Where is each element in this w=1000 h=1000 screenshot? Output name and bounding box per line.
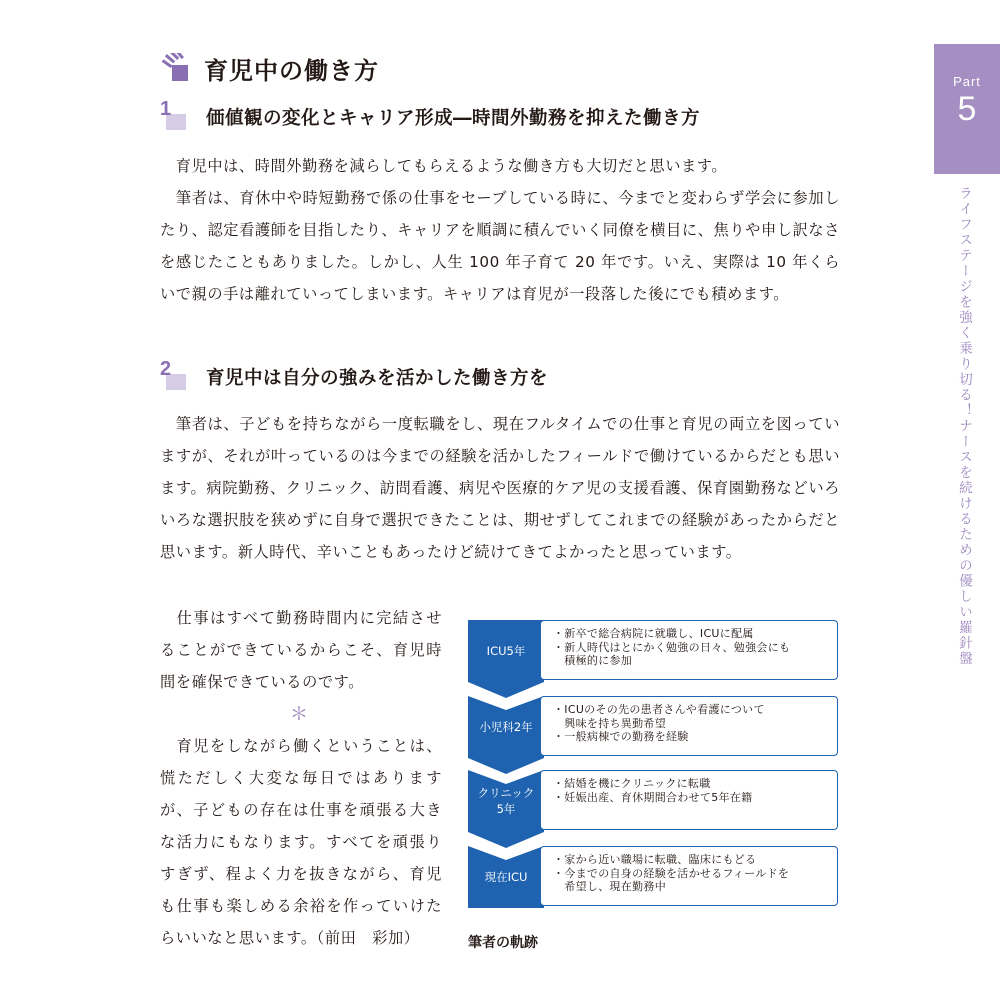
section1-title: 価値観の変化とキャリア形成―時間外勤務を抑えた働き方 <box>206 108 701 129</box>
timeline-line: ・結婚を機にクリニックに転職 <box>553 777 711 790</box>
timeline-period-line: 現在ICU <box>484 870 528 884</box>
timeline-description <box>540 696 838 756</box>
section1-heading <box>160 98 701 130</box>
timeline-line: ・妊娠出産、育休期間合わせて5年在籍 <box>553 790 753 804</box>
timeline-line: 積極的に参加 <box>553 654 633 667</box>
timeline-description <box>540 846 838 906</box>
side-title: ライフステージを強く乗り切る！ナースを続けるための優しい羅針盤 <box>956 186 972 667</box>
timeline-item <box>468 846 840 908</box>
timeline-line: ・今までの自身の経験を活かせるフィールドを <box>553 866 790 880</box>
page-title: 育児中の働き方 <box>204 56 379 85</box>
timeline-period-line: ICU5年 <box>486 644 526 658</box>
career-timeline <box>468 620 840 910</box>
section-number-badge <box>160 98 190 130</box>
section-number: 2 <box>160 358 172 380</box>
section1-body <box>160 150 840 310</box>
narrow-paragraph-1 <box>160 602 442 698</box>
section2-title: 育児中は自分の強みを活かした働き方を <box>206 368 549 389</box>
timeline-line: ・ICUのその先の患者さんや看護について <box>553 703 765 716</box>
timeline-line: 希望し、現在勤務中 <box>553 880 666 893</box>
timeline-item <box>468 620 840 682</box>
timeline-item <box>468 770 840 832</box>
timeline-line: ・家から近い職場に転職、臨床にもどる <box>553 853 757 866</box>
part-label: Part <box>953 74 981 89</box>
part-number: 5 <box>957 90 977 128</box>
timeline-line: ・新卒で総合病院に就職し、ICUに配属 <box>553 627 754 640</box>
paragraph: 仕事はすべて勤務時間内に完結させることができているからこそ、育児時間を確保できているのです。 <box>160 609 442 691</box>
section-number-badge <box>160 358 190 390</box>
timeline-period-line: 5年 <box>496 802 516 816</box>
timeline-description <box>540 620 838 680</box>
timeline-line: ・新人時代はとにかく勉強の日々、勉強会にも <box>553 640 791 654</box>
timeline-line: 興味を持ち異動希望 <box>553 716 666 730</box>
timeline-period <box>468 770 544 832</box>
paragraph: 筆者は、子どもを持ちながら一度転職をし、現在フルタイムでの仕事と育児の両立を図っていますが、それが叶っているのは今までの経験を活かしたフィールドで働けているからだとも思います。病院勤務、クリニック、訪問看護、病児や医療的ケア児の支援看護、保育園勤務などいろいろな選択肢を狭めずに自身で選択できたことは、期せずしてこれまでの経験があったからだと思います。新人時代、辛いこともあったけど続けてきてよかったと思っています。 <box>160 415 840 561</box>
hand-icon <box>160 53 190 83</box>
section2-heading <box>160 358 549 390</box>
timeline-period-line: 小児科2年 <box>479 720 533 734</box>
asterisk-divider: ＊ <box>290 704 308 725</box>
main-heading <box>160 50 379 86</box>
paragraph: 育児をしながら働くということは、慌ただしく大変な毎日ではありますが、子どもの存在は仕事を頑張る大きな活力にもなります。すべてを頑張りすぎず、程よく力を抜きながら、育児も仕事も楽しめる余裕を作っていけたらいいなと思います。（前田 彩加） <box>160 737 442 947</box>
narrow-paragraph-2 <box>160 730 442 954</box>
timeline-period <box>468 846 544 908</box>
timeline-line: ・一般病棟での勤務を経験 <box>553 730 689 743</box>
section-number: 1 <box>160 98 172 120</box>
timeline-item <box>468 696 840 758</box>
timeline-period <box>468 696 544 758</box>
section2-body <box>160 408 840 568</box>
paragraph: 筆者は、育休中や時短勤務で係の仕事をセーブしている時に、今までと変わらず学会に参加したり、認定看護師を目指したり、キャリアを順調に積んでいく同僚を横目に、焦りや申し訳なさを感じたこともありました。しかし、人生 100 年子育て 20 年です。いえ、実際は 10 年くらいで親の手は離れていってしまいます。キャリアは育児が一段落した後にでも積めます。 <box>160 189 840 303</box>
paragraph: 育児中は、時間外勤務を減らしてもらえるような働き方も大切だと思います。 <box>160 157 728 175</box>
timeline-period-line: クリニック <box>477 786 535 800</box>
timeline-caption: 筆者の軌跡 <box>468 935 538 951</box>
part-tab <box>934 44 1000 174</box>
timeline-period <box>468 620 544 682</box>
timeline-description <box>540 770 838 830</box>
